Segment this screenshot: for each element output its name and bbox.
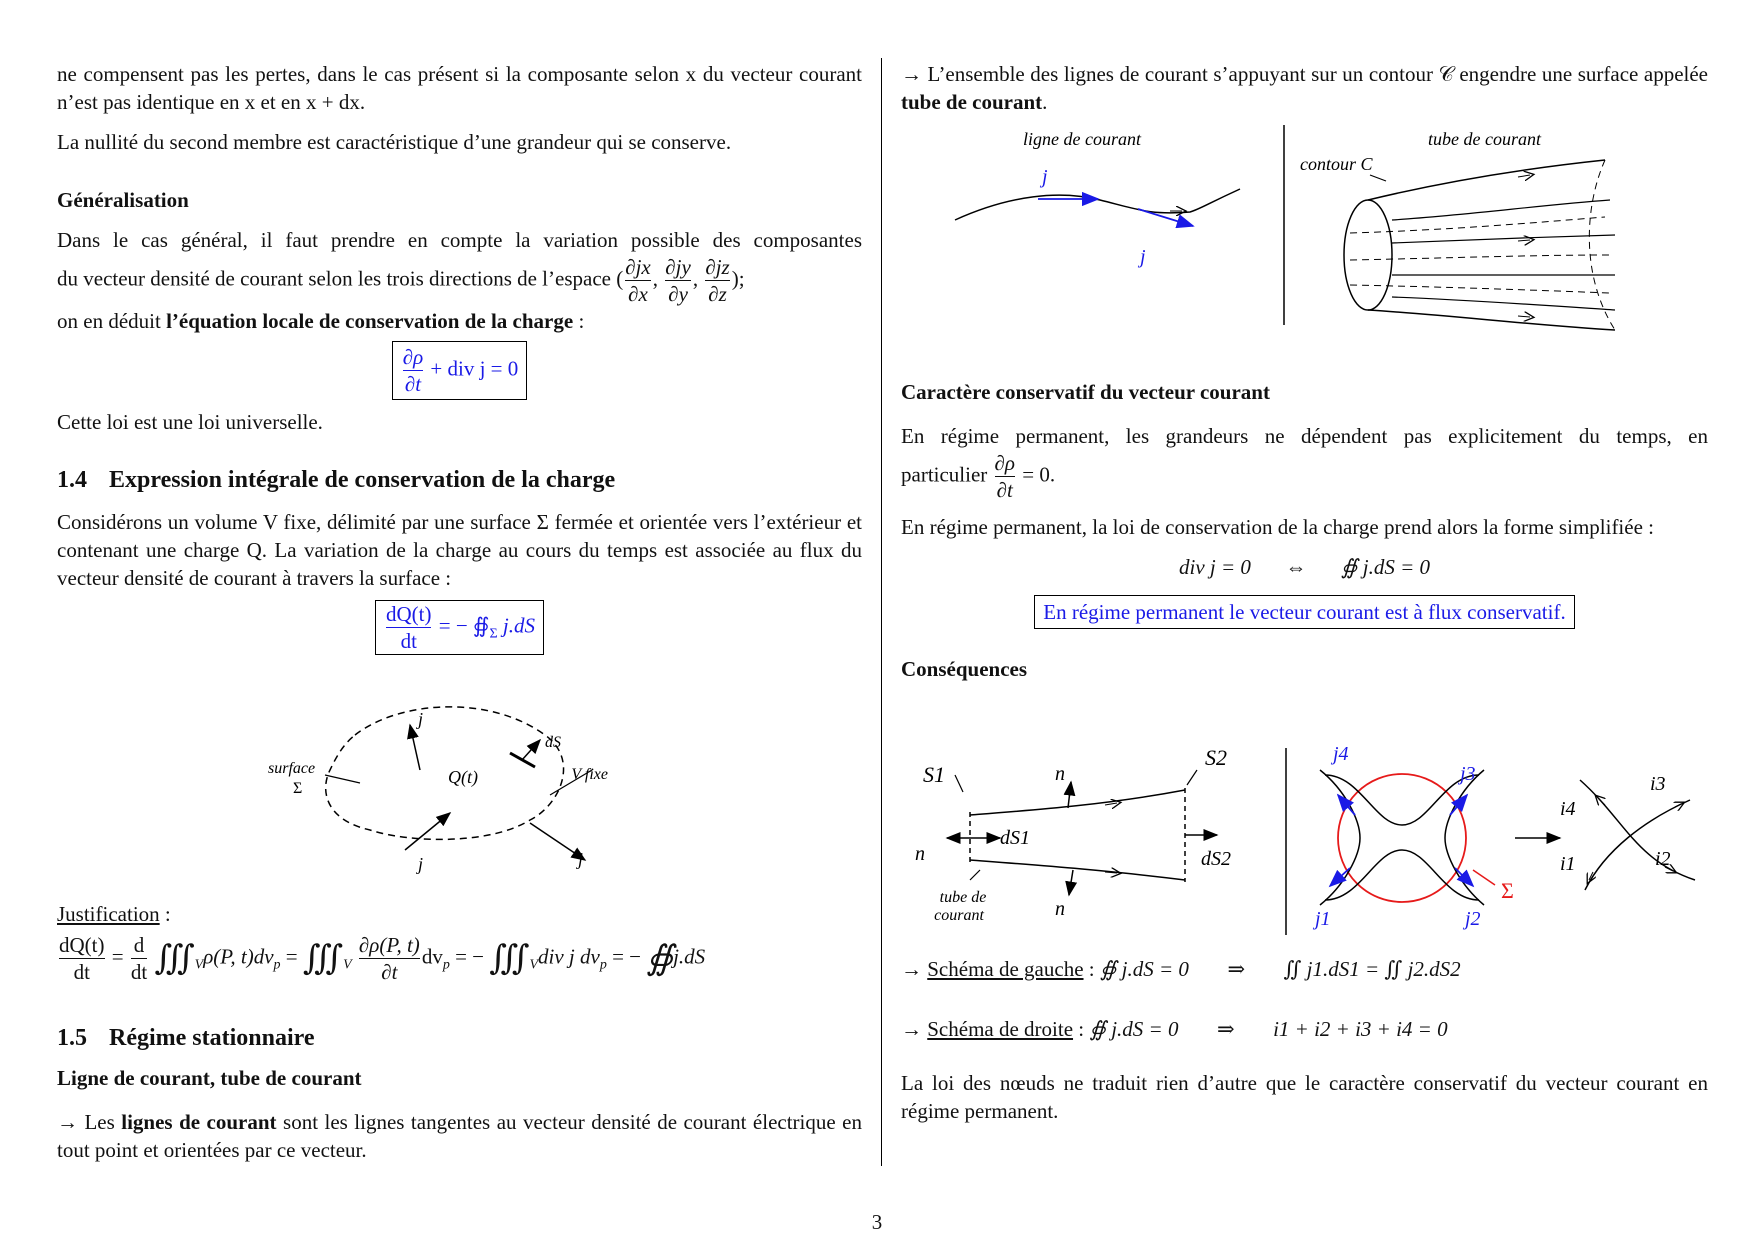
contour-ellipse: [1344, 200, 1392, 310]
label-j-1: j: [1042, 166, 1048, 188]
generalisation-line-1: Dans le cas général, il faut prendre en compte la variation possible des composantes: [57, 228, 862, 252]
label-i4: i4: [1560, 798, 1576, 820]
label-i2: i2: [1655, 848, 1671, 870]
section-1-4-paragraph: Considérons un volume V fixe, délimité par une surface Σ fermée et orientée vers l’extérieur et contenant une charge Q. La variation de la charge au cours du temps est associée au flux du vecteur densité de courant à travers la surface :: [57, 510, 862, 590]
generalisation-line-2-text: du vecteur densité de courant selon les trois directions de l’espace (: [57, 266, 624, 291]
surface-pointer: [325, 775, 360, 783]
heading-consequences: Conséquences: [901, 657, 1028, 681]
j-arrow-bottom-left: [405, 813, 450, 850]
local-conservation-term: l’équation locale de conservation de la charge: [166, 309, 574, 333]
heading-caractere: Caractère conservatif du vecteur courant: [901, 380, 1270, 404]
loi-des-noeuds-paragraph: La loi des nœuds ne traduit rien d’autre que le caractère conservatif du vecteur courant en régime permanent.: [901, 1071, 1708, 1123]
partial-jy: $\frac{\partial jy}{\partial y}$: [665, 255, 691, 306]
label-q: Q(t): [448, 767, 478, 787]
label-i1: i1: [1560, 853, 1576, 875]
volume-surface-figure: [260, 695, 620, 880]
partial-jz: $\frac{\partial jz}{\partial z}$: [705, 255, 730, 306]
label-sigma: Σ: [293, 780, 303, 797]
justification-block: [57, 900, 867, 985]
label-j4: j4: [1333, 743, 1349, 765]
label-s1: S1: [923, 762, 945, 787]
lignes-de-courant-paragraph: → Les lignes de courant sont les lignes tangentes au vecteur densité de courant électrique en tout point et orientées par ce vecteur.: [57, 1110, 862, 1162]
label-tube-de-courant: tube de courant: [1428, 129, 1541, 149]
section-1-5-block: [57, 1024, 862, 1176]
label-surface: surface: [268, 760, 316, 777]
intro-paragraph-1: ne compensent pas les pertes, dans le cas présent si la composante selon x du vecteur courant n’est pas identique en x et en x + dx.: [57, 62, 862, 114]
page-number: 3: [871, 1210, 883, 1234]
label-n-top: n: [1055, 763, 1065, 785]
label-s2: S2: [1205, 745, 1227, 770]
label-j2: j2: [1465, 908, 1481, 930]
label-j1: j1: [1315, 908, 1331, 930]
div-flux-equation: div j = 0 ⇔ ∯ j.dS = 0: [1179, 555, 1430, 579]
tube-outline-top: [1368, 160, 1605, 200]
heading-generalisation: Généralisation: [57, 188, 189, 212]
justification-label-line: Justification :: [57, 902, 171, 926]
label-tube-1: tube de: [939, 889, 987, 906]
generalisation-paragraph: [57, 226, 862, 335]
generalisation-line-3: on en déduit l’équation locale de conservation de la charge :: [57, 309, 585, 333]
integral-equation-box: $\frac{dQ(t)}{dt}$ = − $∯_\Sigma$ j.dS: [375, 600, 544, 655]
label-sigma-red: Σ: [1501, 878, 1514, 903]
right-column: [901, 60, 1708, 128]
tube-bottom-line: [970, 860, 1185, 880]
label-i3: i3: [1650, 773, 1666, 795]
label-j-bottom-right: j: [578, 849, 584, 869]
label-ds1: dS1: [1000, 827, 1030, 849]
schema-droite-line: → Schéma de droite : ∯ j.dS = 0 ⇒ i1 + i2 + i3 + i4 = 0: [901, 1017, 1448, 1041]
label-n-bottom: n: [1055, 898, 1065, 920]
j-arrow-top: [410, 725, 420, 770]
tube-outline-bottom: [1368, 310, 1615, 330]
schema-droite-label: Schéma de droite: [927, 1017, 1074, 1041]
justification-label: Justification: [57, 902, 160, 926]
schema-gauche-label: Schéma de gauche: [927, 957, 1084, 981]
consequences-figure: [905, 730, 1705, 940]
ds-arrow: [522, 740, 540, 760]
left-column: [57, 60, 862, 655]
schemas-block: [901, 955, 1708, 1137]
flux-conservatif-statement: [901, 595, 1708, 629]
local-conservation-equation: [57, 341, 862, 400]
justification-equation: $\frac{dQ(t)}{dt}$ = $\frac{d}{dt}$ ∭ $_V$ρ(P, $t)dv_p$ = ∭ $_V$ $\frac{\partial\rho(P, t)}{\partial t}$ $dv_p$ = − ∭ $_V$div j $dv_p$ = − ∯ j.dS: [59, 933, 706, 984]
regime-paragraph-3: En régime permanent, la loi de conservation de la charge prend alors la forme simplifiée :: [901, 515, 1654, 539]
partial-jx: $\frac{\partial jx}{\partial x}$: [625, 255, 651, 306]
regime-line-2: particulier $\frac{\partial\rho}{\partial t}$ = 0.: [901, 451, 1056, 502]
regime-line-1: En régime permanent, les grandeurs ne dépendent pas explicitement du temps, en: [901, 424, 1708, 448]
label-j3: j3: [1460, 763, 1476, 785]
intro-paragraph-2: La nullité du second membre est caractéristique d’une grandeur qui se conserve.: [57, 130, 732, 154]
label-contour-c: contour C: [1300, 154, 1373, 174]
generalisation-line-2: du vecteur densité de courant selon les trois directions de l’espace ( $\frac{\partial jx}{\partial x}$ , $\frac{\partial jy}{\partial y}$ , $\frac{\partial jz}{\partial z}$ );: [57, 255, 745, 306]
integral-conservation-equation: [57, 600, 862, 655]
label-ligne-de-courant: ligne de courant: [1023, 129, 1141, 149]
caractere-block: [901, 378, 1708, 683]
label-n-left: n: [915, 843, 925, 865]
schema-gauche-line: → Schéma de gauche : ∯ j.dS = 0 ⇒ ∬ j1.dS1 = ∬ j2.dS2: [901, 957, 1461, 981]
local-equation-rest: + div j = 0: [430, 356, 519, 381]
closed-surface-outline: [326, 707, 564, 840]
column-divider: [881, 58, 882, 1166]
label-ds2: dS2: [1201, 848, 1231, 870]
sigma-circle: [1338, 774, 1466, 902]
label-vfixe: V fixe: [571, 766, 608, 783]
heading-ligne-tube: Ligne de courant, tube de courant: [57, 1066, 362, 1090]
universal-law-paragraph: Cette loi est une loi universelle.: [57, 410, 323, 434]
label-ds: dS: [545, 734, 561, 751]
section-1-5-heading: 1.5 Régime stationnaire: [57, 1025, 315, 1051]
section-1-4-heading: 1.4 Expression intégrale de conservation de la charge: [57, 467, 616, 493]
label-tube-2: courant: [934, 907, 984, 924]
tube-top-line: [970, 790, 1185, 815]
tube-paragraph: → L’ensemble des lignes de courant s’appuyant sur un contour 𝒞 engendre une surface appelée tube de courant.: [901, 62, 1708, 114]
flux-conservatif-box: En régime permanent le vecteur courant est à flux conservatif.: [1034, 595, 1574, 629]
partials-close: );: [731, 266, 745, 291]
label-j-2: j: [1140, 246, 1146, 268]
j-arrow-bottom-right: [530, 823, 585, 860]
streamline-tube-figure: [950, 125, 1650, 330]
j-tangent-arrow-2: [1138, 209, 1193, 226]
streamline-curve: [955, 189, 1240, 220]
local-equation-box: $\frac{\partial\rho}{\partial t}$ + div j = 0: [392, 341, 528, 400]
label-j-top: j: [418, 709, 424, 729]
ds-base: [510, 753, 535, 767]
label-j-bottom-left: j: [418, 854, 424, 874]
